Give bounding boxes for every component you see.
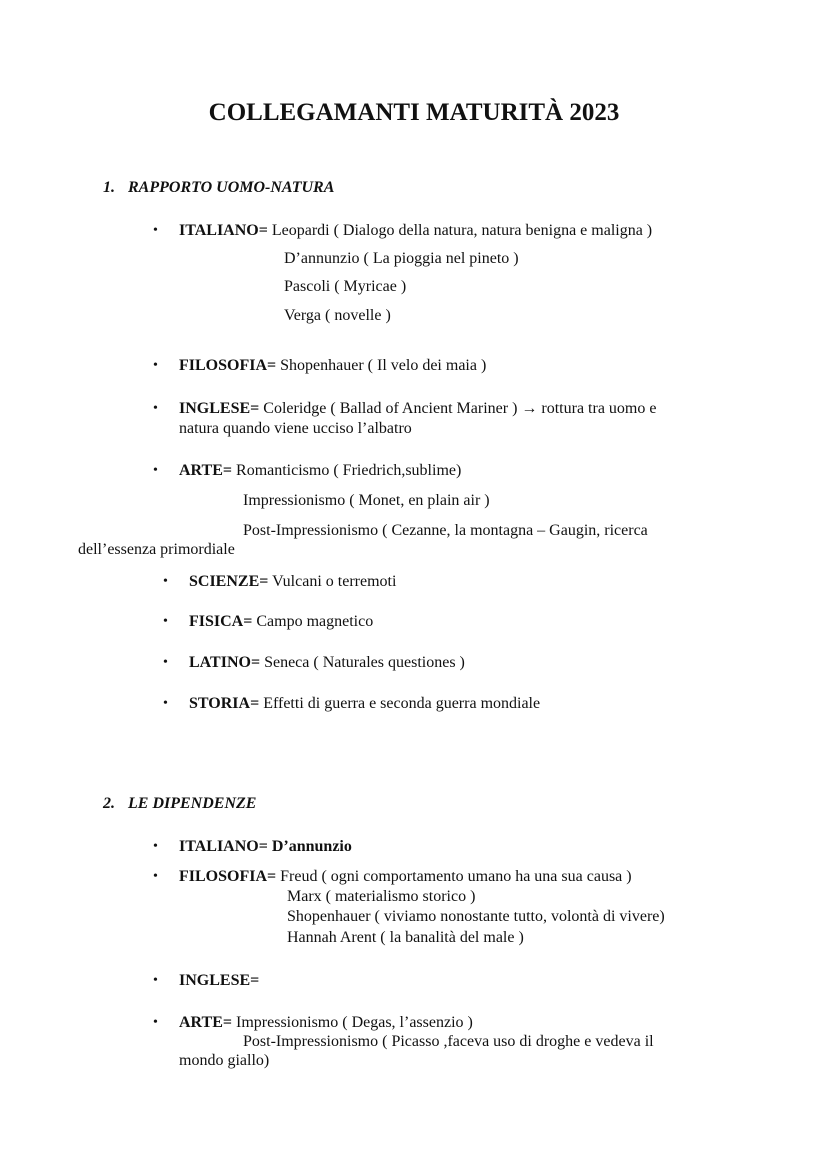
- item-text: Pascoli ( Myricae ): [284, 278, 407, 295]
- list-item: [179, 461, 461, 481]
- item-text: Romanticismo ( Friedrich,sublime): [232, 462, 462, 479]
- bullet-icon: •: [153, 223, 158, 238]
- subject-label: ARTE=: [179, 1014, 233, 1031]
- item-text: Post-Impressionismo ( Cezanne, la montagna – Gaugin, ricerca: [243, 522, 648, 539]
- list-item: [189, 694, 540, 714]
- item-text: Impressionismo ( Monet, en plain air ): [243, 492, 490, 509]
- item-text: Campo magnetico: [252, 613, 374, 630]
- bullet-icon: •: [153, 839, 158, 854]
- subject-label: FILOSOFIA=: [179, 357, 277, 374]
- subject-label: ITALIANO=: [179, 838, 268, 855]
- item-text: dell’essenza primordiale: [78, 541, 235, 558]
- list-item: [179, 399, 656, 419]
- item-text: Post-Impressionismo ( Picasso ,faceva uso di droghe e vedeva il: [243, 1033, 654, 1050]
- list-item: [189, 612, 373, 632]
- page-title: COLLEGAMANTI MATURITÀ 2023: [208, 99, 620, 126]
- item-text: Verga ( novelle ): [284, 307, 391, 324]
- section-number: 1.: [103, 179, 115, 196]
- item-text: mondo giallo): [179, 1052, 270, 1069]
- bullet-icon: •: [163, 655, 168, 670]
- subject-label: LATINO=: [189, 654, 261, 671]
- subject-label: INGLESE=: [179, 972, 260, 989]
- list-item: [179, 867, 632, 887]
- list-item: [179, 837, 352, 857]
- subject-label: ARTE=: [179, 462, 233, 479]
- list-item: [179, 221, 652, 241]
- subject-label: FISICA=: [189, 613, 253, 630]
- item-text: D’annunzio: [267, 838, 352, 855]
- list-item: [179, 356, 486, 376]
- bullet-icon: •: [153, 358, 158, 373]
- item-text: natura quando viene ucciso l’albatro: [179, 420, 412, 437]
- bullet-icon: •: [163, 574, 168, 589]
- subject-label: SCIENZE=: [189, 573, 269, 590]
- section-heading: LE DIPENDENZE: [128, 795, 257, 812]
- item-text: Leopardi ( Dialogo della natura, natura benigna e maligna ): [267, 222, 653, 239]
- bullet-icon: •: [163, 614, 168, 629]
- list-item: [189, 653, 465, 673]
- item-text: Impressionismo ( Degas, l’assenzio ): [232, 1014, 473, 1031]
- item-text: Shopenhauer ( viviamo nonostante tutto, volontà di vivere): [287, 908, 665, 925]
- item-text: Seneca ( Naturales questiones ): [260, 654, 465, 671]
- bullet-icon: •: [163, 696, 168, 711]
- item-text: Vulcani o terremoti: [268, 573, 397, 590]
- section-number: 2.: [103, 795, 115, 812]
- item-text: Marx ( materialismo storico ): [287, 888, 476, 905]
- bullet-icon: •: [153, 869, 158, 884]
- bullet-icon: •: [153, 1015, 158, 1030]
- item-text: D’annunzio ( La pioggia nel pineto ): [284, 250, 519, 267]
- list-item: [179, 971, 259, 991]
- item-text: Shopenhauer ( Il velo dei maia ): [276, 357, 487, 374]
- bullet-icon: •: [153, 401, 158, 416]
- list-item: [179, 1013, 473, 1033]
- bullet-icon: •: [153, 973, 158, 988]
- subject-label: INGLESE=: [179, 400, 260, 417]
- subject-label: STORIA=: [189, 695, 260, 712]
- item-text: Hannah Arent ( la banalità del male ): [287, 929, 524, 946]
- list-item: [189, 572, 396, 592]
- subject-label: FILOSOFIA=: [179, 868, 277, 885]
- subject-label: ITALIANO=: [179, 222, 268, 239]
- item-text: Freud ( ogni comportamento umano ha una sua causa ): [276, 868, 632, 885]
- bullet-icon: •: [153, 463, 158, 478]
- item-text: Coleridge ( Ballad of Ancient Mariner ) → rottura tra uomo e: [259, 400, 657, 417]
- item-text: Effetti di guerra e seconda guerra mondiale: [259, 695, 541, 712]
- section-heading: RAPPORTO UOMO-NATURA: [128, 179, 335, 196]
